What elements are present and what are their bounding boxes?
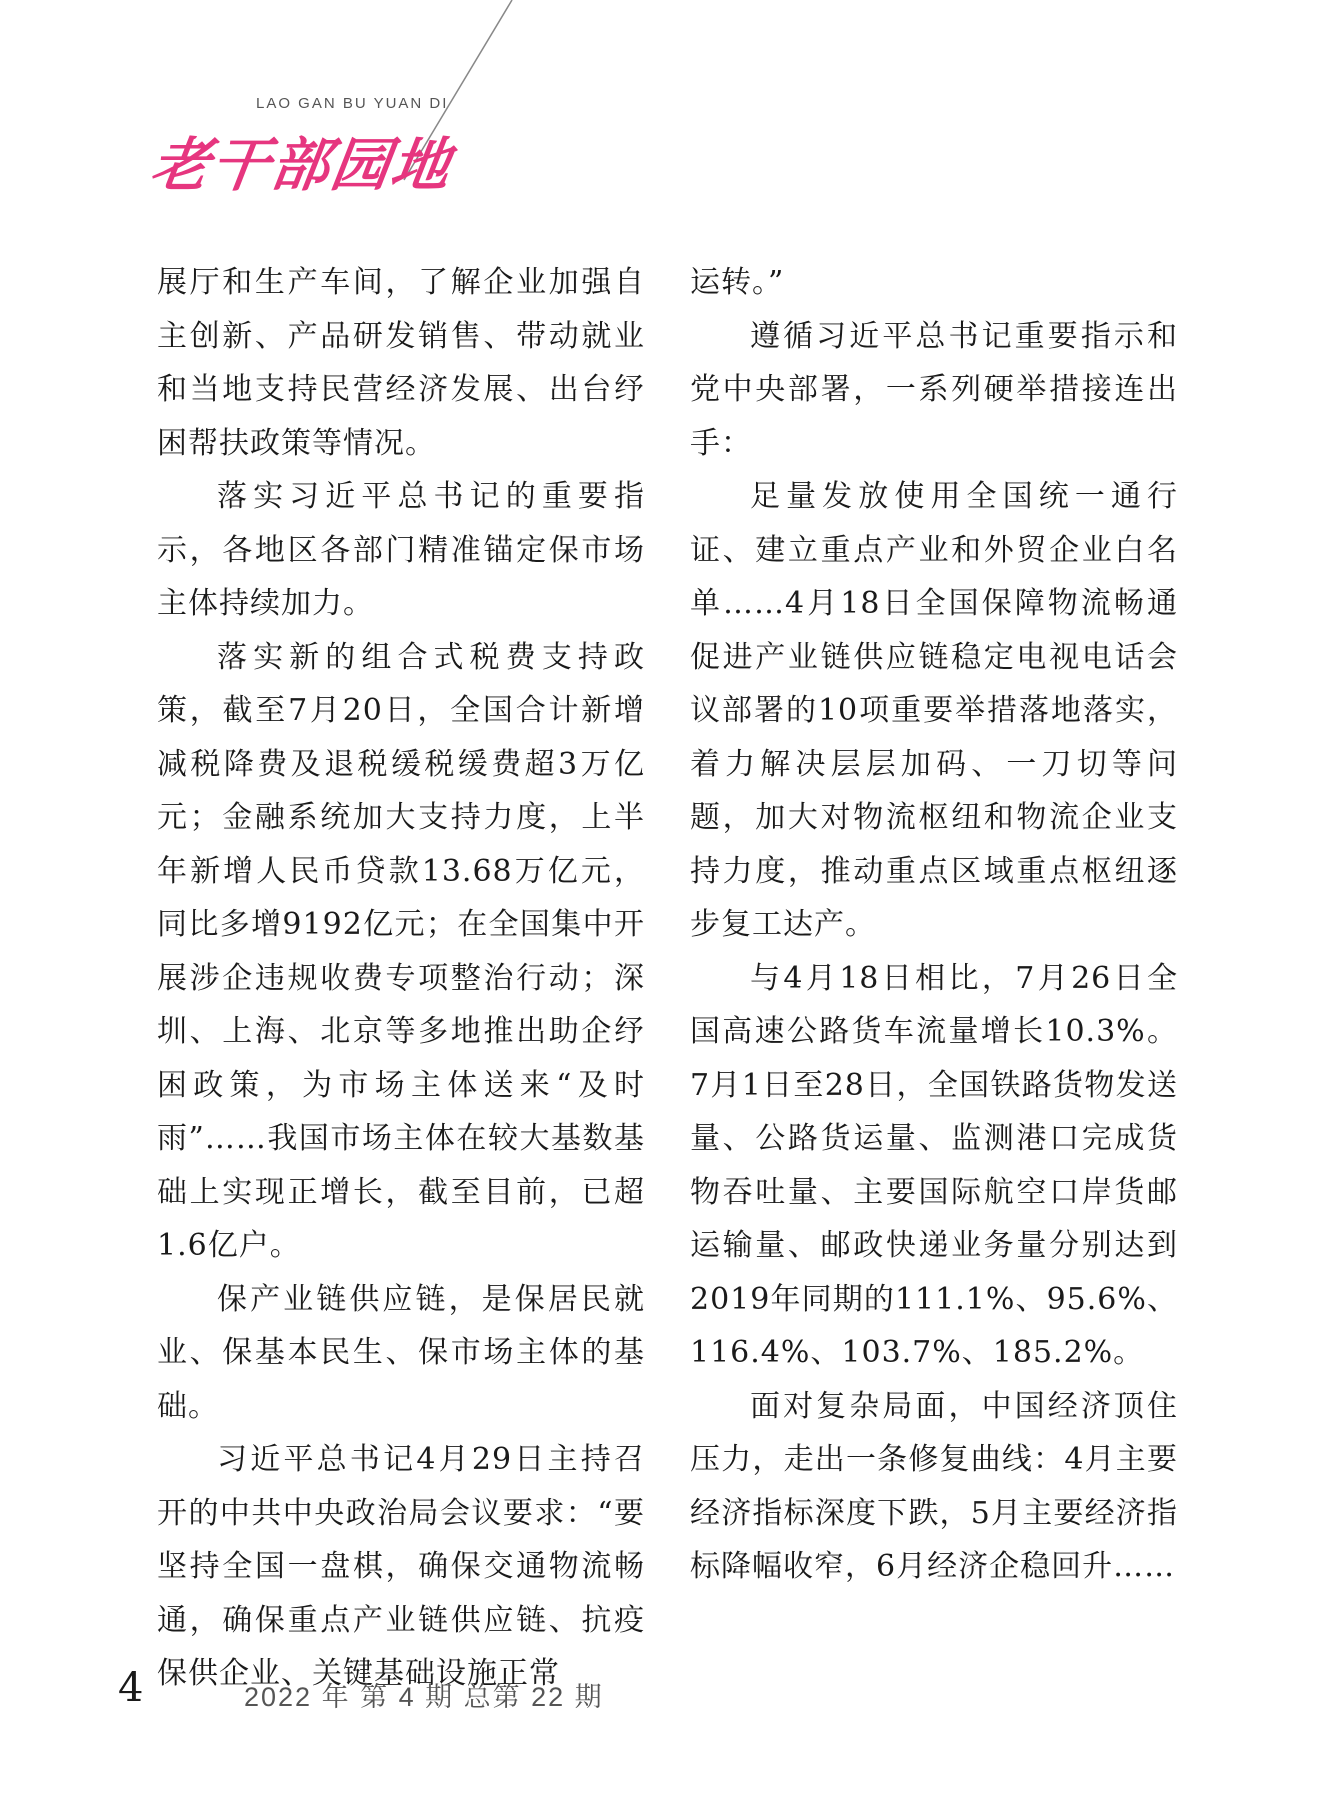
page-number: 4 xyxy=(118,1665,144,1711)
paragraph: 遵循习近平总书记重要指示和党中央部署，一系列硬举措接连出手： xyxy=(690,318,1178,461)
paragraph: 落实习近平总书记的重要指示，各地区各部门精准锚定保市场主体持续加力。 xyxy=(157,479,645,621)
header-logo-title: 老干部园地 xyxy=(146,131,457,199)
paragraph: 落实新的组合式税费支持政策，截至7月20日，全国合计新增减税降费及退税缓税缓费超3万亿元；金融系统加大支持力度，上半年新增人民币贷款13.68万亿元，同比多增9192亿元；在全国集中开展涉企违规收费专项整治行动；深圳、上海、北京等多地推出助企纾困政策，为市场主体送来“及时雨”……我国市场主体在较大基数基础上实现正增长，截至目前，已超1.6亿户。 xyxy=(157,639,645,1263)
paragraph: 与4月18日相比，7月26日全国高速公路货车流量增长10.3%。7月1日至28日，全国铁路货物发送量、公路货运量、监测港口完成货物吞吐量、主要国际航空口岸货邮运输量、邮政快递业务量分别达到2019年同期的111.1%、95.6%、116.4%、103.7%、185.2%。 xyxy=(690,960,1178,1370)
paragraph: 运转。” xyxy=(690,265,785,300)
header-pinyin: LAO GAN BU YUAN DI xyxy=(256,95,449,112)
paragraph: 展厅和生产车间，了解企业加强自主创新、产品研发销售、带动就业和当地支持民营经济发展、出台纾困帮扶政策等情况。 xyxy=(157,265,645,461)
right-column xyxy=(690,256,1178,1594)
left-column xyxy=(157,256,645,1701)
paragraph: 习近平总书记4月29日主持召开的中共中央政治局会议要求：“要坚持全国一盘棋，确保交通物流畅通，确保重点产业链供应链、抗疫保供企业、关键基础设施正常 xyxy=(157,1442,645,1691)
paragraph: 面对复杂局面，中国经济顶住压力，走出一条修复曲线：4月主要经济指标深度下跌，5月主要经济指标降幅收窄，6月经济企稳回升…… xyxy=(690,1388,1178,1584)
paragraph: 保产业链供应链，是保居民就业、保基本民生、保市场主体的基础。 xyxy=(157,1281,645,1424)
issue-info: 2022 年 第 4 期 总第 22 期 xyxy=(244,1682,604,1712)
paragraph: 足量发放使用全国统一通行证、建立重点产业和外贸企业白名单……4月18日全国保障物流畅通促进产业链供应链稳定电视电话会议部署的10项重要举措落地落实，着力解决层层加码、一刀切等问题，加大对物流枢纽和物流企业支持力度，推动重点区域重点枢纽逐步复工达产。 xyxy=(690,479,1178,942)
